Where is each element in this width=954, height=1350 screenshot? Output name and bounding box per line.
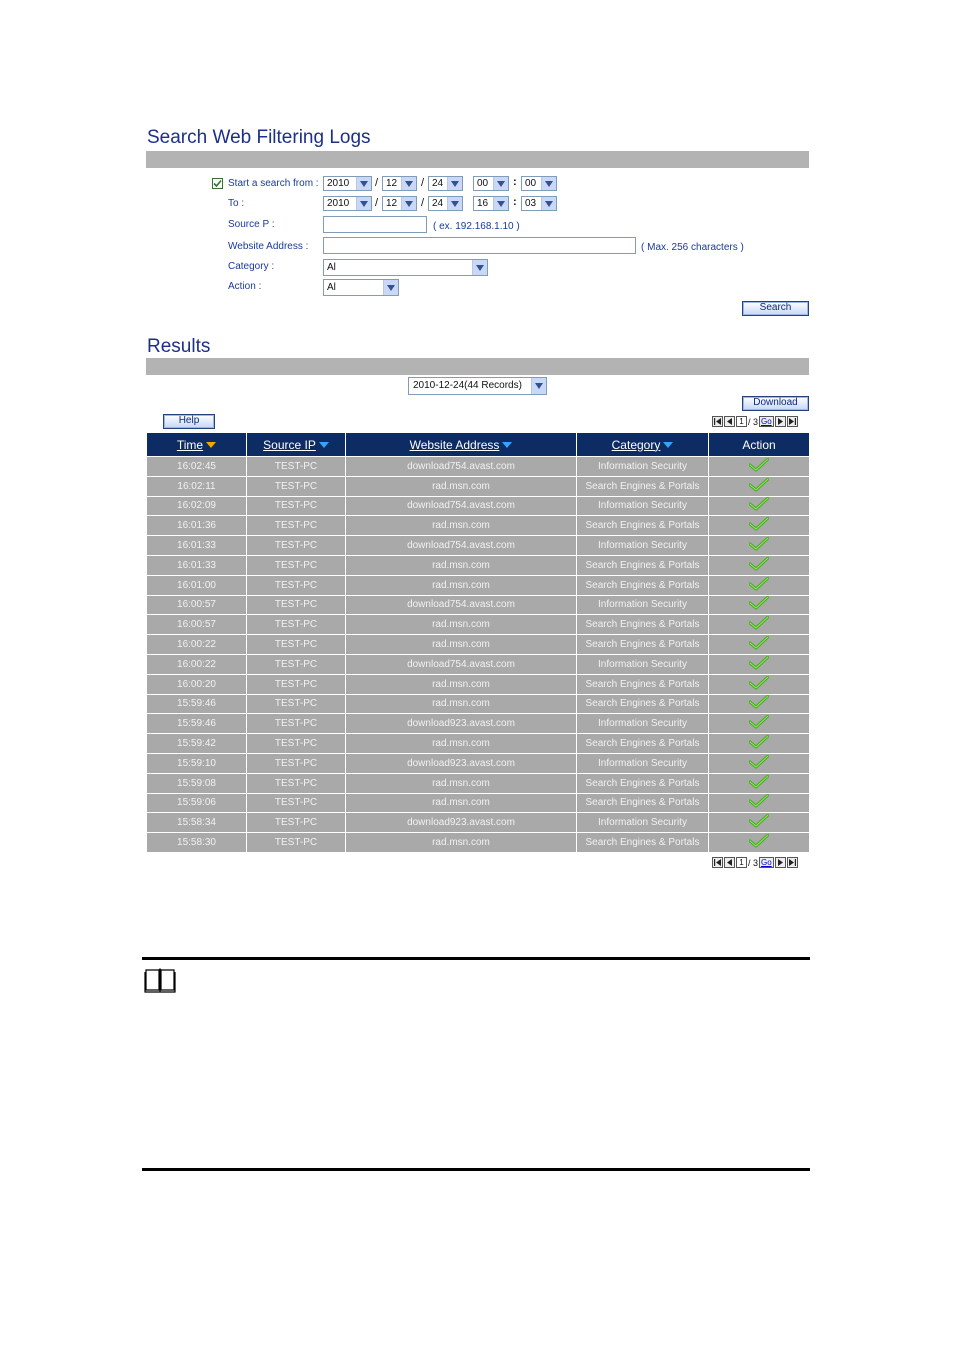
check-icon — [749, 676, 769, 690]
help-button[interactable]: Help — [163, 414, 215, 429]
check-icon — [749, 695, 769, 709]
go-button[interactable]: Go — [761, 858, 772, 867]
cell-website: rad.msn.com — [346, 516, 577, 536]
table-row — [147, 813, 810, 833]
chevron-down-icon — [531, 378, 546, 394]
column-label: Source IP — [263, 437, 316, 452]
page-number-input[interactable]: 1 — [736, 857, 747, 868]
cell-time: 16:00:57 — [147, 615, 247, 635]
table-row — [147, 793, 810, 813]
to-day-value: 24 — [432, 198, 444, 209]
record-date-select[interactable] — [408, 377, 547, 395]
check-icon — [749, 755, 769, 769]
column-header-time[interactable] — [147, 433, 247, 457]
cell-source-ip: TEST-PC — [247, 496, 346, 516]
action-label: Action : — [228, 281, 262, 292]
first-page-icon — [714, 418, 721, 425]
cell-website: download754.avast.com — [346, 536, 577, 556]
cell-website: rad.msn.com — [346, 476, 577, 496]
cell-source-ip: TEST-PC — [247, 714, 346, 734]
cell-action — [709, 674, 810, 694]
to-label: To : — [228, 198, 245, 209]
cell-time: 15:59:08 — [147, 773, 247, 793]
book-icon — [144, 967, 176, 993]
cell-source-ip: TEST-PC — [247, 516, 346, 536]
first-page-icon — [714, 859, 721, 866]
cell-action — [709, 615, 810, 635]
cell-category: Information Security — [577, 595, 709, 615]
cell-category: Search Engines & Portals — [577, 833, 709, 853]
cell-category: Search Engines & Portals — [577, 694, 709, 714]
source-ip-input[interactable] — [323, 216, 427, 233]
go-button[interactable]: Go — [761, 417, 772, 426]
cell-category: Information Security — [577, 654, 709, 674]
cell-time: 15:59:10 — [147, 753, 247, 773]
cell-website: download754.avast.com — [346, 457, 577, 477]
cell-category: Search Engines & Portals — [577, 773, 709, 793]
note-top-rule — [142, 957, 810, 960]
cell-source-ip: TEST-PC — [247, 833, 346, 853]
check-icon — [749, 616, 769, 630]
to-year-select[interactable] — [323, 196, 372, 211]
prev-page-icon — [726, 859, 733, 866]
cell-action — [709, 595, 810, 615]
prev-page-button[interactable] — [724, 857, 735, 868]
check-icon — [749, 596, 769, 610]
cell-category: Search Engines & Portals — [577, 555, 709, 575]
cell-time: 16:02:09 — [147, 496, 247, 516]
start-minute-select[interactable] — [521, 176, 557, 191]
start-year-value: 2010 — [327, 178, 350, 189]
pager-bottom — [712, 857, 798, 868]
website-label: Website Address : — [228, 241, 309, 252]
cell-category: Search Engines & Portals — [577, 635, 709, 655]
cell-action — [709, 516, 810, 536]
start-minute-value: 00 — [525, 178, 537, 189]
cell-action — [709, 555, 810, 575]
cell-time: 16:00:20 — [147, 674, 247, 694]
cell-source-ip: TEST-PC — [247, 536, 346, 556]
table-row — [147, 457, 810, 477]
column-header-website[interactable] — [346, 433, 577, 457]
cell-website: download923.avast.com — [346, 714, 577, 734]
table-row — [147, 833, 810, 853]
record-date-value: 2010-12-24(44 Records) — [413, 380, 522, 391]
cell-website: download754.avast.com — [346, 654, 577, 674]
time-separator: : — [513, 176, 517, 188]
sort-desc-icon — [319, 442, 329, 448]
cell-website: rad.msn.com — [346, 734, 577, 754]
cell-category: Search Engines & Portals — [577, 476, 709, 496]
sort-desc-icon — [663, 442, 673, 448]
sort-desc-icon — [502, 442, 512, 448]
table-row — [147, 635, 810, 655]
cell-time: 15:58:30 — [147, 833, 247, 853]
cell-action — [709, 833, 810, 853]
table-header-row — [147, 433, 810, 457]
cell-action — [709, 773, 810, 793]
date-separator: / — [375, 177, 379, 189]
results-table — [146, 432, 810, 853]
start-hour-select[interactable] — [473, 176, 509, 191]
cell-website: download754.avast.com — [346, 595, 577, 615]
chevron-down-icon — [541, 197, 556, 210]
cell-category: Search Engines & Portals — [577, 734, 709, 754]
cell-website: rad.msn.com — [346, 694, 577, 714]
check-icon — [749, 715, 769, 729]
cell-source-ip: TEST-PC — [247, 813, 346, 833]
category-select[interactable] — [323, 259, 488, 276]
checkmark-icon — [213, 179, 222, 188]
check-icon — [749, 656, 769, 670]
start-hour-value: 00 — [477, 178, 489, 189]
cell-website: rad.msn.com — [346, 674, 577, 694]
start-month-value: 12 — [386, 178, 398, 189]
chevron-down-icon — [447, 177, 462, 190]
chevron-down-icon — [401, 177, 416, 190]
cell-category: Search Engines & Portals — [577, 674, 709, 694]
cell-category: Information Security — [577, 714, 709, 734]
page-number-input[interactable]: 1 — [736, 416, 747, 427]
check-icon — [749, 497, 769, 511]
check-icon — [749, 458, 769, 472]
cell-time: 15:59:42 — [147, 734, 247, 754]
next-page-button[interactable] — [775, 857, 786, 868]
to-hour-value: 16 — [477, 198, 489, 209]
cell-action — [709, 734, 810, 754]
to-month-select[interactable] — [382, 196, 417, 211]
next-page-button[interactable] — [775, 416, 786, 427]
cell-action — [709, 793, 810, 813]
check-icon — [749, 478, 769, 492]
to-minute-value: 03 — [525, 198, 537, 209]
cell-action — [709, 694, 810, 714]
search-button[interactable]: Search — [742, 301, 809, 316]
cell-action — [709, 635, 810, 655]
cell-time: 16:00:57 — [147, 595, 247, 615]
cell-source-ip: TEST-PC — [247, 575, 346, 595]
cell-category: Information Security — [577, 753, 709, 773]
cell-time: 16:01:33 — [147, 555, 247, 575]
cell-category: Information Security — [577, 496, 709, 516]
cell-source-ip: TEST-PC — [247, 457, 346, 477]
column-label: Website Address — [409, 437, 500, 452]
chevron-down-icon — [383, 280, 398, 295]
column-label: Time — [176, 437, 204, 452]
column-label: Category — [611, 437, 661, 452]
cell-source-ip: TEST-PC — [247, 793, 346, 813]
cell-website: rad.msn.com — [346, 615, 577, 635]
chevron-down-icon — [401, 197, 416, 210]
check-icon — [749, 775, 769, 789]
cell-time: 16:01:00 — [147, 575, 247, 595]
start-month-select[interactable] — [382, 176, 417, 191]
page-total-text: / 3 — [748, 416, 759, 427]
cell-action — [709, 476, 810, 496]
cell-category: Information Security — [577, 457, 709, 477]
download-button[interactable]: Download — [742, 396, 809, 411]
date-separator: / — [421, 197, 425, 209]
cell-action — [709, 714, 810, 734]
start-label: Start a search from : — [228, 178, 319, 189]
chevron-down-icon — [493, 177, 508, 190]
search-header-bar — [146, 151, 809, 168]
cell-source-ip: TEST-PC — [247, 694, 346, 714]
pager-top — [712, 416, 798, 427]
cell-website: rad.msn.com — [346, 635, 577, 655]
cell-action — [709, 496, 810, 516]
column-header-category[interactable] — [577, 433, 709, 457]
cell-website: rad.msn.com — [346, 575, 577, 595]
prev-page-button[interactable] — [724, 416, 735, 427]
check-icon — [749, 834, 769, 848]
to-day-select[interactable] — [428, 196, 463, 211]
cell-time: 15:59:06 — [147, 793, 247, 813]
cell-time: 16:02:45 — [147, 457, 247, 477]
to-month-value: 12 — [386, 198, 398, 209]
cell-source-ip: TEST-PC — [247, 753, 346, 773]
table-row — [147, 595, 810, 615]
table-row — [147, 476, 810, 496]
check-icon — [749, 537, 769, 551]
first-page-button[interactable] — [712, 857, 723, 868]
cell-time: 16:02:11 — [147, 476, 247, 496]
next-page-icon — [777, 859, 784, 866]
results-header-bar — [146, 358, 809, 375]
cell-time: 16:01:36 — [147, 516, 247, 536]
table-row — [147, 496, 810, 516]
prev-page-icon — [726, 418, 733, 425]
cell-action — [709, 753, 810, 773]
start-day-select[interactable] — [428, 176, 463, 191]
check-icon — [749, 735, 769, 749]
cell-category: Information Security — [577, 536, 709, 556]
last-page-icon — [789, 859, 796, 866]
table-row — [147, 615, 810, 635]
cell-time: 15:58:34 — [147, 813, 247, 833]
cell-source-ip: TEST-PC — [247, 734, 346, 754]
check-icon — [749, 814, 769, 828]
to-year-value: 2010 — [327, 198, 350, 209]
to-minute-select[interactable] — [521, 196, 557, 211]
chevron-down-icon — [541, 177, 556, 190]
website-hint: ( Max. 256 characters ) — [641, 242, 744, 253]
table-row — [147, 694, 810, 714]
cell-category: Search Engines & Portals — [577, 615, 709, 635]
cell-category: Search Engines & Portals — [577, 516, 709, 536]
start-year-select[interactable] — [323, 176, 372, 191]
cell-website: rad.msn.com — [346, 555, 577, 575]
first-page-button[interactable] — [712, 416, 723, 427]
chevron-down-icon — [472, 260, 487, 275]
next-page-icon — [777, 418, 784, 425]
chevron-down-icon — [493, 197, 508, 210]
column-header-source-ip[interactable] — [247, 433, 346, 457]
cell-source-ip: TEST-PC — [247, 555, 346, 575]
action-value: Al — [327, 282, 336, 293]
table-row — [147, 516, 810, 536]
date-separator: / — [421, 177, 425, 189]
start-search-checkbox[interactable] — [212, 178, 223, 189]
start-day-value: 24 — [432, 178, 444, 189]
note-bottom-rule — [142, 1168, 810, 1171]
table-row — [147, 714, 810, 734]
to-hour-select[interactable] — [473, 196, 509, 211]
table-row — [147, 555, 810, 575]
date-separator: / — [375, 197, 379, 209]
cell-website: download923.avast.com — [346, 753, 577, 773]
table-row — [147, 654, 810, 674]
check-icon — [749, 636, 769, 650]
cell-source-ip: TEST-PC — [247, 595, 346, 615]
table-row — [147, 536, 810, 556]
sort-desc-icon — [206, 442, 216, 448]
cell-website: rad.msn.com — [346, 833, 577, 853]
last-page-button[interactable] — [787, 857, 798, 868]
cell-source-ip: TEST-PC — [247, 654, 346, 674]
cell-action — [709, 457, 810, 477]
check-icon — [749, 557, 769, 571]
cell-action — [709, 813, 810, 833]
cell-website: download923.avast.com — [346, 813, 577, 833]
cell-website: rad.msn.com — [346, 773, 577, 793]
cell-website: rad.msn.com — [346, 793, 577, 813]
website-address-input[interactable] — [323, 237, 636, 254]
page-total-text: / 3 — [748, 857, 759, 868]
search-title: Search Web Filtering Logs — [147, 127, 371, 148]
cell-time: 15:59:46 — [147, 694, 247, 714]
cell-time: 16:00:22 — [147, 654, 247, 674]
category-value: Al — [327, 262, 336, 273]
category-label: Category : — [228, 261, 275, 272]
cell-category: Search Engines & Portals — [577, 793, 709, 813]
cell-source-ip: TEST-PC — [247, 773, 346, 793]
cell-time: 16:01:33 — [147, 536, 247, 556]
chevron-down-icon — [356, 177, 371, 190]
cell-action — [709, 536, 810, 556]
check-icon — [749, 577, 769, 591]
table-row — [147, 734, 810, 754]
cell-action — [709, 575, 810, 595]
column-header-action — [709, 433, 810, 457]
source-ip-hint: ( ex. 192.168.1.10 ) — [433, 221, 520, 232]
cell-website: download754.avast.com — [346, 496, 577, 516]
table-row — [147, 674, 810, 694]
results-title: Results — [147, 336, 211, 357]
cell-source-ip: TEST-PC — [247, 476, 346, 496]
chevron-down-icon — [447, 197, 462, 210]
cell-source-ip: TEST-PC — [247, 615, 346, 635]
cell-time: 16:00:22 — [147, 635, 247, 655]
check-icon — [749, 794, 769, 808]
cell-source-ip: TEST-PC — [247, 635, 346, 655]
check-icon — [749, 517, 769, 531]
last-page-icon — [789, 418, 796, 425]
cell-source-ip: TEST-PC — [247, 674, 346, 694]
table-row — [147, 753, 810, 773]
cell-category: Search Engines & Portals — [577, 575, 709, 595]
time-separator: : — [513, 196, 517, 208]
table-row — [147, 575, 810, 595]
last-page-button[interactable] — [787, 416, 798, 427]
column-label: Action — [742, 437, 776, 452]
cell-action — [709, 654, 810, 674]
chevron-down-icon — [356, 197, 371, 210]
action-select[interactable] — [323, 279, 399, 296]
cell-category: Information Security — [577, 813, 709, 833]
cell-time: 15:59:46 — [147, 714, 247, 734]
source-ip-label: Source P : — [228, 219, 275, 230]
table-row — [147, 773, 810, 793]
